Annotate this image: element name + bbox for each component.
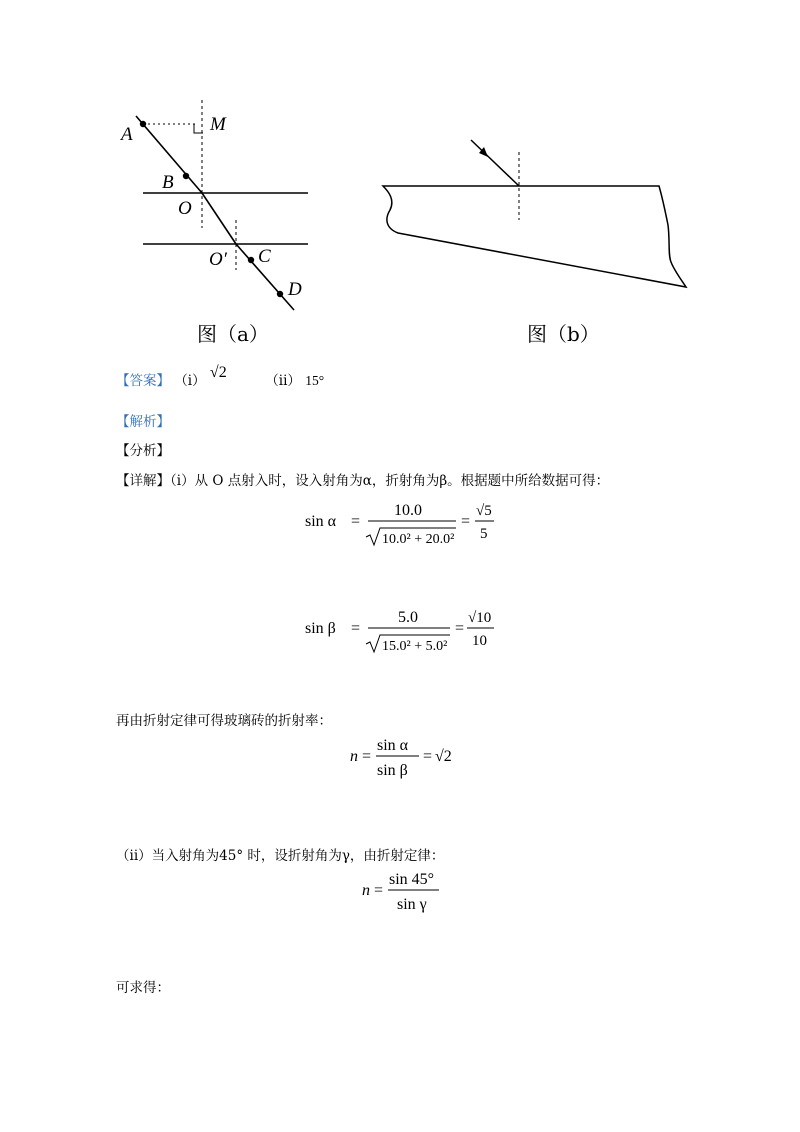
glass-brick-outline	[383, 186, 686, 287]
eq4-denominator: sin γ	[397, 896, 427, 913]
part2-text: （ii）当入射角为45° 时，设折射角为γ，由折射定律：	[116, 848, 445, 864]
detail-line	[116, 469, 609, 489]
breakdown-tag: 【分析】	[116, 443, 170, 459]
final-text: 可求得：	[116, 980, 170, 996]
point-d	[277, 291, 283, 297]
detail-tag: 【详解】	[116, 473, 170, 489]
figure-a-diagram	[0, 0, 800, 360]
eq2-numerator: 5.0	[398, 609, 418, 626]
label-o-prime: O′	[209, 249, 227, 270]
eq4-numerator: sin 45°	[389, 871, 435, 888]
eq1-denominator: 10.0² + 20.0²	[382, 532, 455, 547]
label-a: A	[121, 124, 133, 145]
answer-tag: 【答案】	[116, 373, 170, 389]
refracted-ray	[202, 193, 236, 244]
label-b: B	[162, 172, 174, 193]
eq2-equals-2: =	[455, 620, 465, 637]
eq1-rhs-numerator: √5	[476, 503, 492, 519]
point-b	[183, 173, 189, 179]
eq3-equals: =	[362, 748, 372, 765]
eq2-rhs-numerator: √10	[468, 610, 492, 626]
eq1-lhs: sin α	[305, 513, 337, 530]
incident-ray-b	[471, 140, 519, 186]
figure-b-caption: 图（b）	[527, 322, 600, 346]
detail-intro: （i）从 O 点射入时，设入射角为α，折射角为β。根据题中所给数据可得：	[170, 473, 610, 489]
eq2-rhs-denominator: 10	[472, 633, 487, 649]
eq1-equals: =	[351, 513, 361, 530]
eq2-lhs: sin β	[305, 620, 336, 637]
eq4-lhs: n	[362, 882, 370, 899]
eq2-denominator: 15.0² + 5.0²	[382, 639, 448, 654]
figure-a-caption: 图（a）	[197, 322, 269, 346]
analysis-tag: 【解析】	[116, 414, 170, 430]
eq3-equals-2: =	[423, 748, 433, 765]
eq3-lhs: n	[350, 748, 358, 765]
equation-n	[345, 730, 465, 786]
eq2-equals: =	[351, 620, 361, 637]
eq3-numerator: sin α	[377, 737, 409, 754]
answer-part1-label: （i）	[174, 373, 206, 389]
label-o: O	[178, 198, 192, 219]
point-a	[140, 121, 146, 127]
eq1-equals-2: =	[461, 513, 471, 530]
label-m: M	[210, 114, 226, 135]
equation-sin-beta	[300, 602, 510, 658]
law-text: 再由折射定律可得玻璃砖的折射率：	[116, 713, 332, 729]
equation-n-45	[357, 864, 457, 920]
answer-part2-value: 15°	[305, 373, 325, 388]
answer-part2-label: （ii）	[265, 373, 301, 389]
eq1-numerator: 10.0	[394, 502, 422, 519]
eq4-equals: =	[374, 882, 384, 899]
eq1-rhs-denominator: 5	[480, 526, 488, 542]
point-c	[248, 257, 254, 263]
answer-line	[116, 364, 325, 390]
label-d: D	[288, 279, 302, 300]
eq3-denominator: sin β	[377, 762, 408, 779]
answer-part1-value: √2	[209, 364, 227, 381]
equation-sin-alpha	[300, 495, 510, 551]
eq3-rhs: √2	[435, 748, 452, 765]
label-c: C	[258, 246, 271, 267]
